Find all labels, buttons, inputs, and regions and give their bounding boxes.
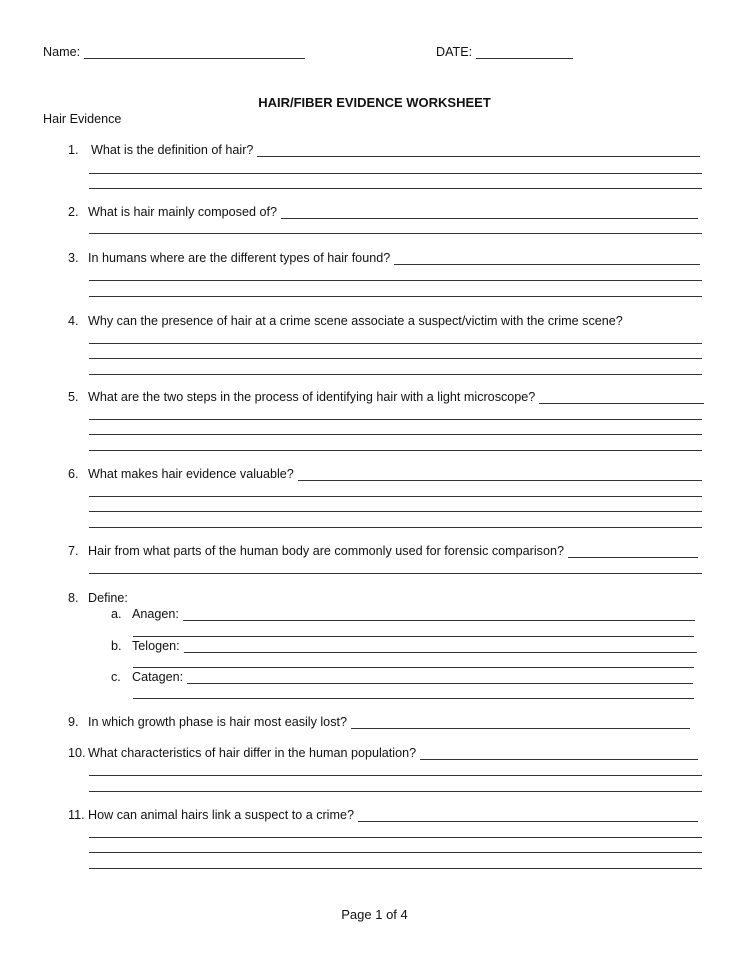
answer-line[interactable]: [89, 343, 702, 344]
question-text: What are the two steps in the process of identifying hair with a light microscope?: [88, 390, 536, 404]
question-7[interactable]: [68, 542, 698, 558]
answer-line: [281, 206, 698, 219]
question-text: What makes hair evidence valuable?: [88, 467, 294, 481]
answer-line: [184, 640, 697, 653]
answer-line: [257, 144, 700, 157]
question-number: 9.: [68, 715, 79, 729]
answer-line[interactable]: [89, 280, 702, 281]
answer-line: [351, 716, 690, 729]
question-text: In which growth phase is hair most easily lost?: [88, 715, 347, 729]
question-10[interactable]: [68, 744, 698, 760]
question-number: 3.: [68, 251, 79, 265]
question-number: 2.: [68, 205, 79, 219]
question-text: What is hair mainly composed of?: [88, 205, 277, 219]
date-line: [476, 46, 573, 59]
answer-line[interactable]: [89, 791, 702, 792]
answer-line[interactable]: [89, 450, 702, 451]
question-6[interactable]: [68, 465, 702, 481]
sub-number: c.: [111, 670, 121, 684]
answer-line: [539, 391, 704, 404]
question-text: Define:: [88, 591, 128, 605]
question-1[interactable]: [68, 141, 700, 157]
answer-line[interactable]: [89, 358, 702, 359]
sub-number: b.: [111, 639, 122, 653]
answer-line[interactable]: [89, 374, 702, 375]
question-number: 11.: [68, 808, 85, 822]
define-telogen[interactable]: [111, 637, 697, 653]
answer-line[interactable]: [89, 775, 702, 776]
define-anagen[interactable]: [111, 605, 695, 621]
sub-number: a.: [111, 607, 122, 621]
name-line: [84, 46, 305, 59]
answer-line: [358, 809, 698, 822]
answer-line[interactable]: [89, 496, 702, 497]
question-9[interactable]: [68, 713, 690, 729]
answer-line[interactable]: [89, 527, 702, 528]
question-3[interactable]: [68, 249, 700, 265]
answer-line[interactable]: [89, 868, 702, 869]
answer-line[interactable]: [89, 173, 702, 174]
section-heading: Hair Evidence: [43, 112, 122, 126]
sub-text: Telogen:: [132, 639, 180, 653]
date-label: DATE:: [436, 45, 473, 59]
question-number: 7.: [68, 544, 79, 558]
question-4: [68, 312, 623, 328]
answer-line[interactable]: [133, 698, 694, 699]
question-text: Hair from what parts of the human body are commonly used for forensic comparison?: [88, 544, 564, 558]
date-field[interactable]: [436, 43, 573, 59]
question-number: 1.: [68, 143, 79, 157]
sub-text: Anagen:: [132, 607, 179, 621]
answer-line[interactable]: [89, 837, 702, 838]
answer-line: [187, 671, 693, 684]
name-field[interactable]: [43, 43, 305, 59]
page-number: Page 1 of 4: [341, 907, 408, 922]
name-label: Name:: [43, 45, 81, 59]
answer-line[interactable]: [89, 233, 702, 234]
answer-line[interactable]: [89, 511, 702, 512]
question-text: In humans where are the different types of hair found?: [88, 251, 391, 265]
question-text: How can animal hairs link a suspect to a crime?: [88, 808, 354, 822]
question-8: [68, 589, 128, 605]
answer-line[interactable]: [89, 852, 702, 853]
answer-line[interactable]: [89, 573, 702, 574]
question-number: 10.: [68, 746, 86, 760]
question-2[interactable]: [68, 203, 698, 219]
question-text: What characteristics of hair differ in the human population?: [88, 746, 417, 760]
answer-line: [298, 468, 702, 481]
question-number: 4.: [68, 314, 79, 328]
question-5[interactable]: [68, 388, 704, 404]
sub-text: Catagen:: [132, 670, 184, 684]
answer-line: [394, 252, 700, 265]
question-number: 5.: [68, 390, 79, 404]
question-text: Why can the presence of hair at a crime scene associate a suspect/victim with the crime scene?: [88, 314, 623, 328]
question-11[interactable]: [68, 806, 698, 822]
question-number: 8.: [68, 591, 79, 605]
answer-line: [568, 545, 698, 558]
answer-line[interactable]: [89, 434, 702, 435]
answer-line: [420, 747, 698, 760]
answer-line[interactable]: [89, 419, 702, 420]
question-text: What is the definition of hair?: [91, 143, 254, 157]
question-number: 6.: [68, 467, 79, 481]
answer-line: [183, 608, 695, 621]
worksheet-title: HAIR/FIBER EVIDENCE WORKSHEET: [258, 95, 491, 110]
define-catagen[interactable]: [111, 668, 693, 684]
answer-line[interactable]: [89, 188, 702, 189]
answer-line[interactable]: [89, 296, 702, 297]
